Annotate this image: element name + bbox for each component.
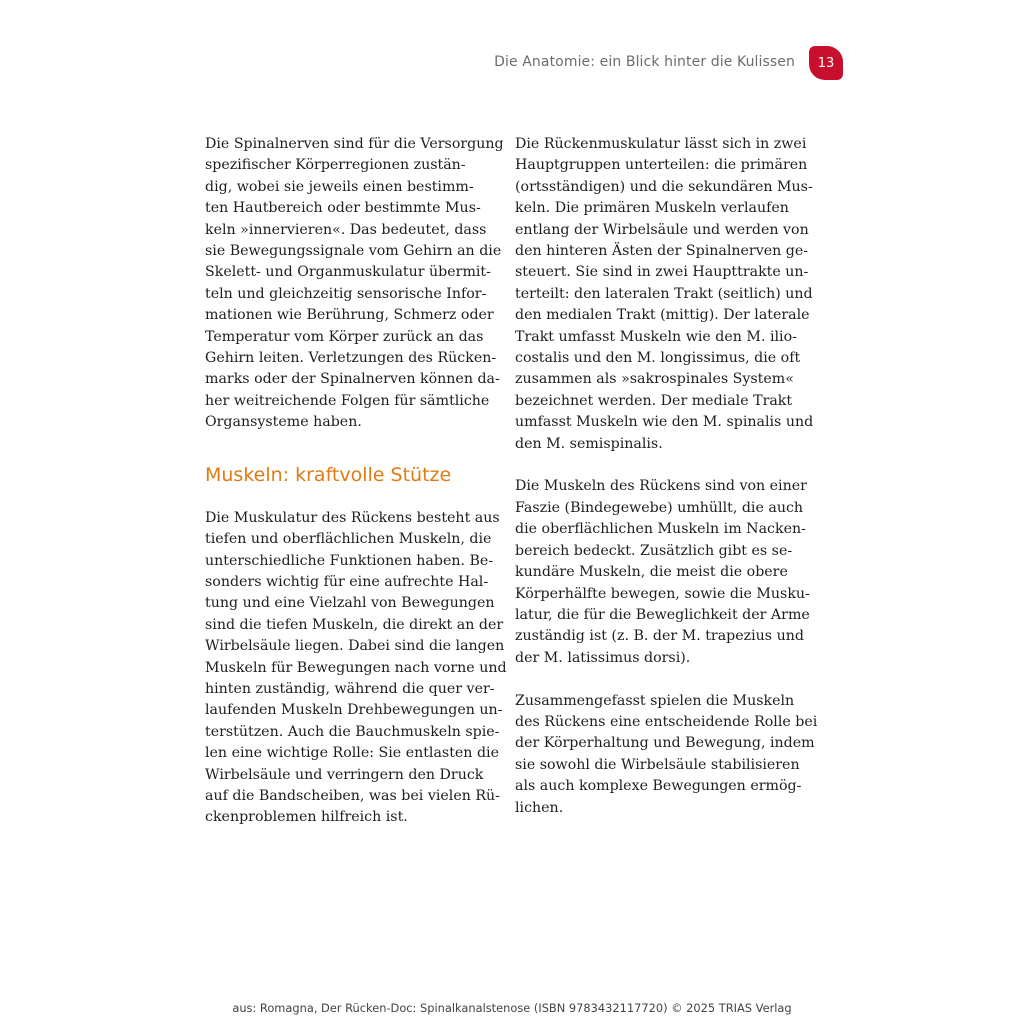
text-line: bezeichnet werden. Der mediale Trakt: [515, 392, 793, 409]
text-line: umfasst Muskeln wie den M. spinalis und: [515, 414, 814, 431]
text-line: teln und gleichzeitig sensorische Infor-: [205, 285, 487, 302]
text-line: Wirbelsäule und verringern den Druck: [205, 766, 484, 783]
text-line: dig, wobei sie jeweils einen bestimm-: [205, 178, 474, 195]
text-line: als auch komplexe Bewegungen ermög-: [515, 778, 802, 795]
text-line: entlang der Wirbelsäule und werden von: [515, 221, 809, 238]
text-line: terteilt: den lateralen Trakt (seitlich) und: [515, 285, 813, 302]
text-line: spezifischer Körperregionen zustän-: [205, 157, 466, 174]
text-line: Zusammengefasst spielen die Muskeln: [515, 692, 795, 709]
text-line: laufenden Muskeln Drehbewegungen un-: [205, 702, 503, 719]
text-line: marks oder der Spinalnerven können da-: [205, 371, 500, 388]
text-line: auf die Bandscheiben, was bei vielen Rü-: [205, 787, 500, 804]
text-line: Die Muskulatur des Rückens besteht aus: [205, 509, 500, 526]
text-line: unterschiedliche Funktionen haben. Be-: [205, 552, 494, 569]
text-line: terstützen. Auch die Bauchmuskeln spie-: [205, 723, 500, 740]
footer-source-note: aus: Romagna, Der Rücken-Doc: Spinalkanalstenose (ISBN 9783432117720) © 2025 TRIAS Verlag: [232, 1001, 792, 1015]
right-column: [515, 134, 818, 819]
text-line: her weitreichende Folgen für sämtliche: [205, 392, 490, 409]
text-line: keln. Die primären Muskeln verlaufen: [515, 200, 789, 217]
text-line: Die Muskeln des Rückens sind von einer: [515, 478, 807, 495]
text-line: Wirbelsäule liegen. Dabei sind die langen: [205, 638, 505, 655]
text-line: sonders wichtig für eine aufrechte Hal-: [205, 573, 489, 590]
text-line: Gehirn leiten. Verletzungen des Rücken-: [205, 350, 497, 367]
text-line: Temperatur vom Körper zurück an das: [205, 328, 484, 345]
paragraph-spinal-nerves: [205, 134, 504, 434]
text-line: steuert. Sie sind in zwei Haupttrakte un-: [515, 264, 809, 281]
text-line: tiefen und oberflächlichen Muskeln, die: [205, 531, 492, 548]
text-line: bereich bedeckt. Zusätzlich gibt es se-: [515, 542, 793, 559]
paragraph-summary: [515, 691, 818, 819]
text-line: sie Bewegungssignale vom Gehirn an die: [205, 243, 502, 260]
text-line: mationen wie Berührung, Schmerz oder: [205, 307, 494, 324]
text-line: ten Hautbereich oder bestimmte Mus-: [205, 200, 481, 217]
text-line: costalis und den M. longissimus, die oft: [515, 350, 801, 367]
running-head-title: Die Anatomie: ein Blick hinter die Kulissen: [494, 54, 795, 70]
text-line: lichen.: [515, 799, 564, 816]
text-line: sind die tiefen Muskeln, die direkt an der: [205, 616, 504, 633]
text-line: Die Rückenmuskulatur lässt sich in zwei: [515, 136, 807, 152]
text-line: (ortsständigen) und die sekundären Mus-: [515, 178, 813, 195]
text-line: den hinteren Ästen der Spinalnerven ge-: [515, 243, 809, 260]
text-line: den M. semispinalis.: [515, 435, 663, 452]
text-line: Trakt umfasst Muskeln wie den M. ilio-: [515, 328, 797, 345]
text-line: der M. latissimus dorsi).: [515, 649, 691, 666]
text-line: hinten zuständig, während die quer ver-: [205, 680, 495, 697]
text-line: den medialen Trakt (mittig). Der laterale: [515, 307, 810, 324]
text-line: Körperhälfte bewegen, sowie die Musku-: [515, 585, 810, 602]
text-line: kundäre Muskeln, die meist die obere: [515, 564, 788, 581]
text-line: len eine wichtige Rolle: Sie entlasten die: [205, 745, 499, 762]
text-line: der Körperhaltung und Bewegung, indem: [515, 735, 815, 752]
text-line: zusammen als »sakrospinales System«: [515, 371, 794, 388]
text-line: Die Spinalnerven sind für die Versorgung: [205, 136, 504, 152]
text-line: ckenproblemen hilfreich ist.: [205, 809, 408, 826]
text-line: latur, die für die Beweglichkeit der Arme: [515, 606, 810, 623]
text-line: sie sowohl die Wirbelsäule stabilisieren: [515, 756, 800, 773]
text-line: Organsysteme haben.: [205, 414, 362, 431]
text-line: Faszie (Bindegewebe) umhüllt, die auch: [515, 499, 804, 516]
paragraph-fascia: [515, 476, 810, 669]
paragraph-muscle-groups: [515, 134, 814, 455]
text-line: keln »innervieren«. Das bedeutet, dass: [205, 221, 487, 238]
text-line: Muskeln für Bewegungen nach vorne und: [205, 659, 507, 676]
page-number-badge: 13: [809, 46, 843, 80]
section-heading-muskeln: Muskeln: kraftvolle Stütze: [205, 463, 452, 486]
text-line: des Rückens eine entscheidende Rolle bei: [515, 713, 818, 730]
text-line: die oberflächlichen Muskeln im Nacken-: [515, 521, 806, 538]
text-line: Hauptgruppen unterteilen: die primären: [515, 157, 808, 174]
text-line: zuständig ist (z. B. der M. trapezius und: [515, 628, 804, 645]
text-line: tung und eine Vielzahl von Bewegungen: [205, 595, 495, 612]
paragraph-back-muscles: [205, 508, 507, 829]
text-line: Skelett- und Organmuskulatur übermit-: [205, 264, 491, 281]
left-column: [205, 134, 507, 829]
